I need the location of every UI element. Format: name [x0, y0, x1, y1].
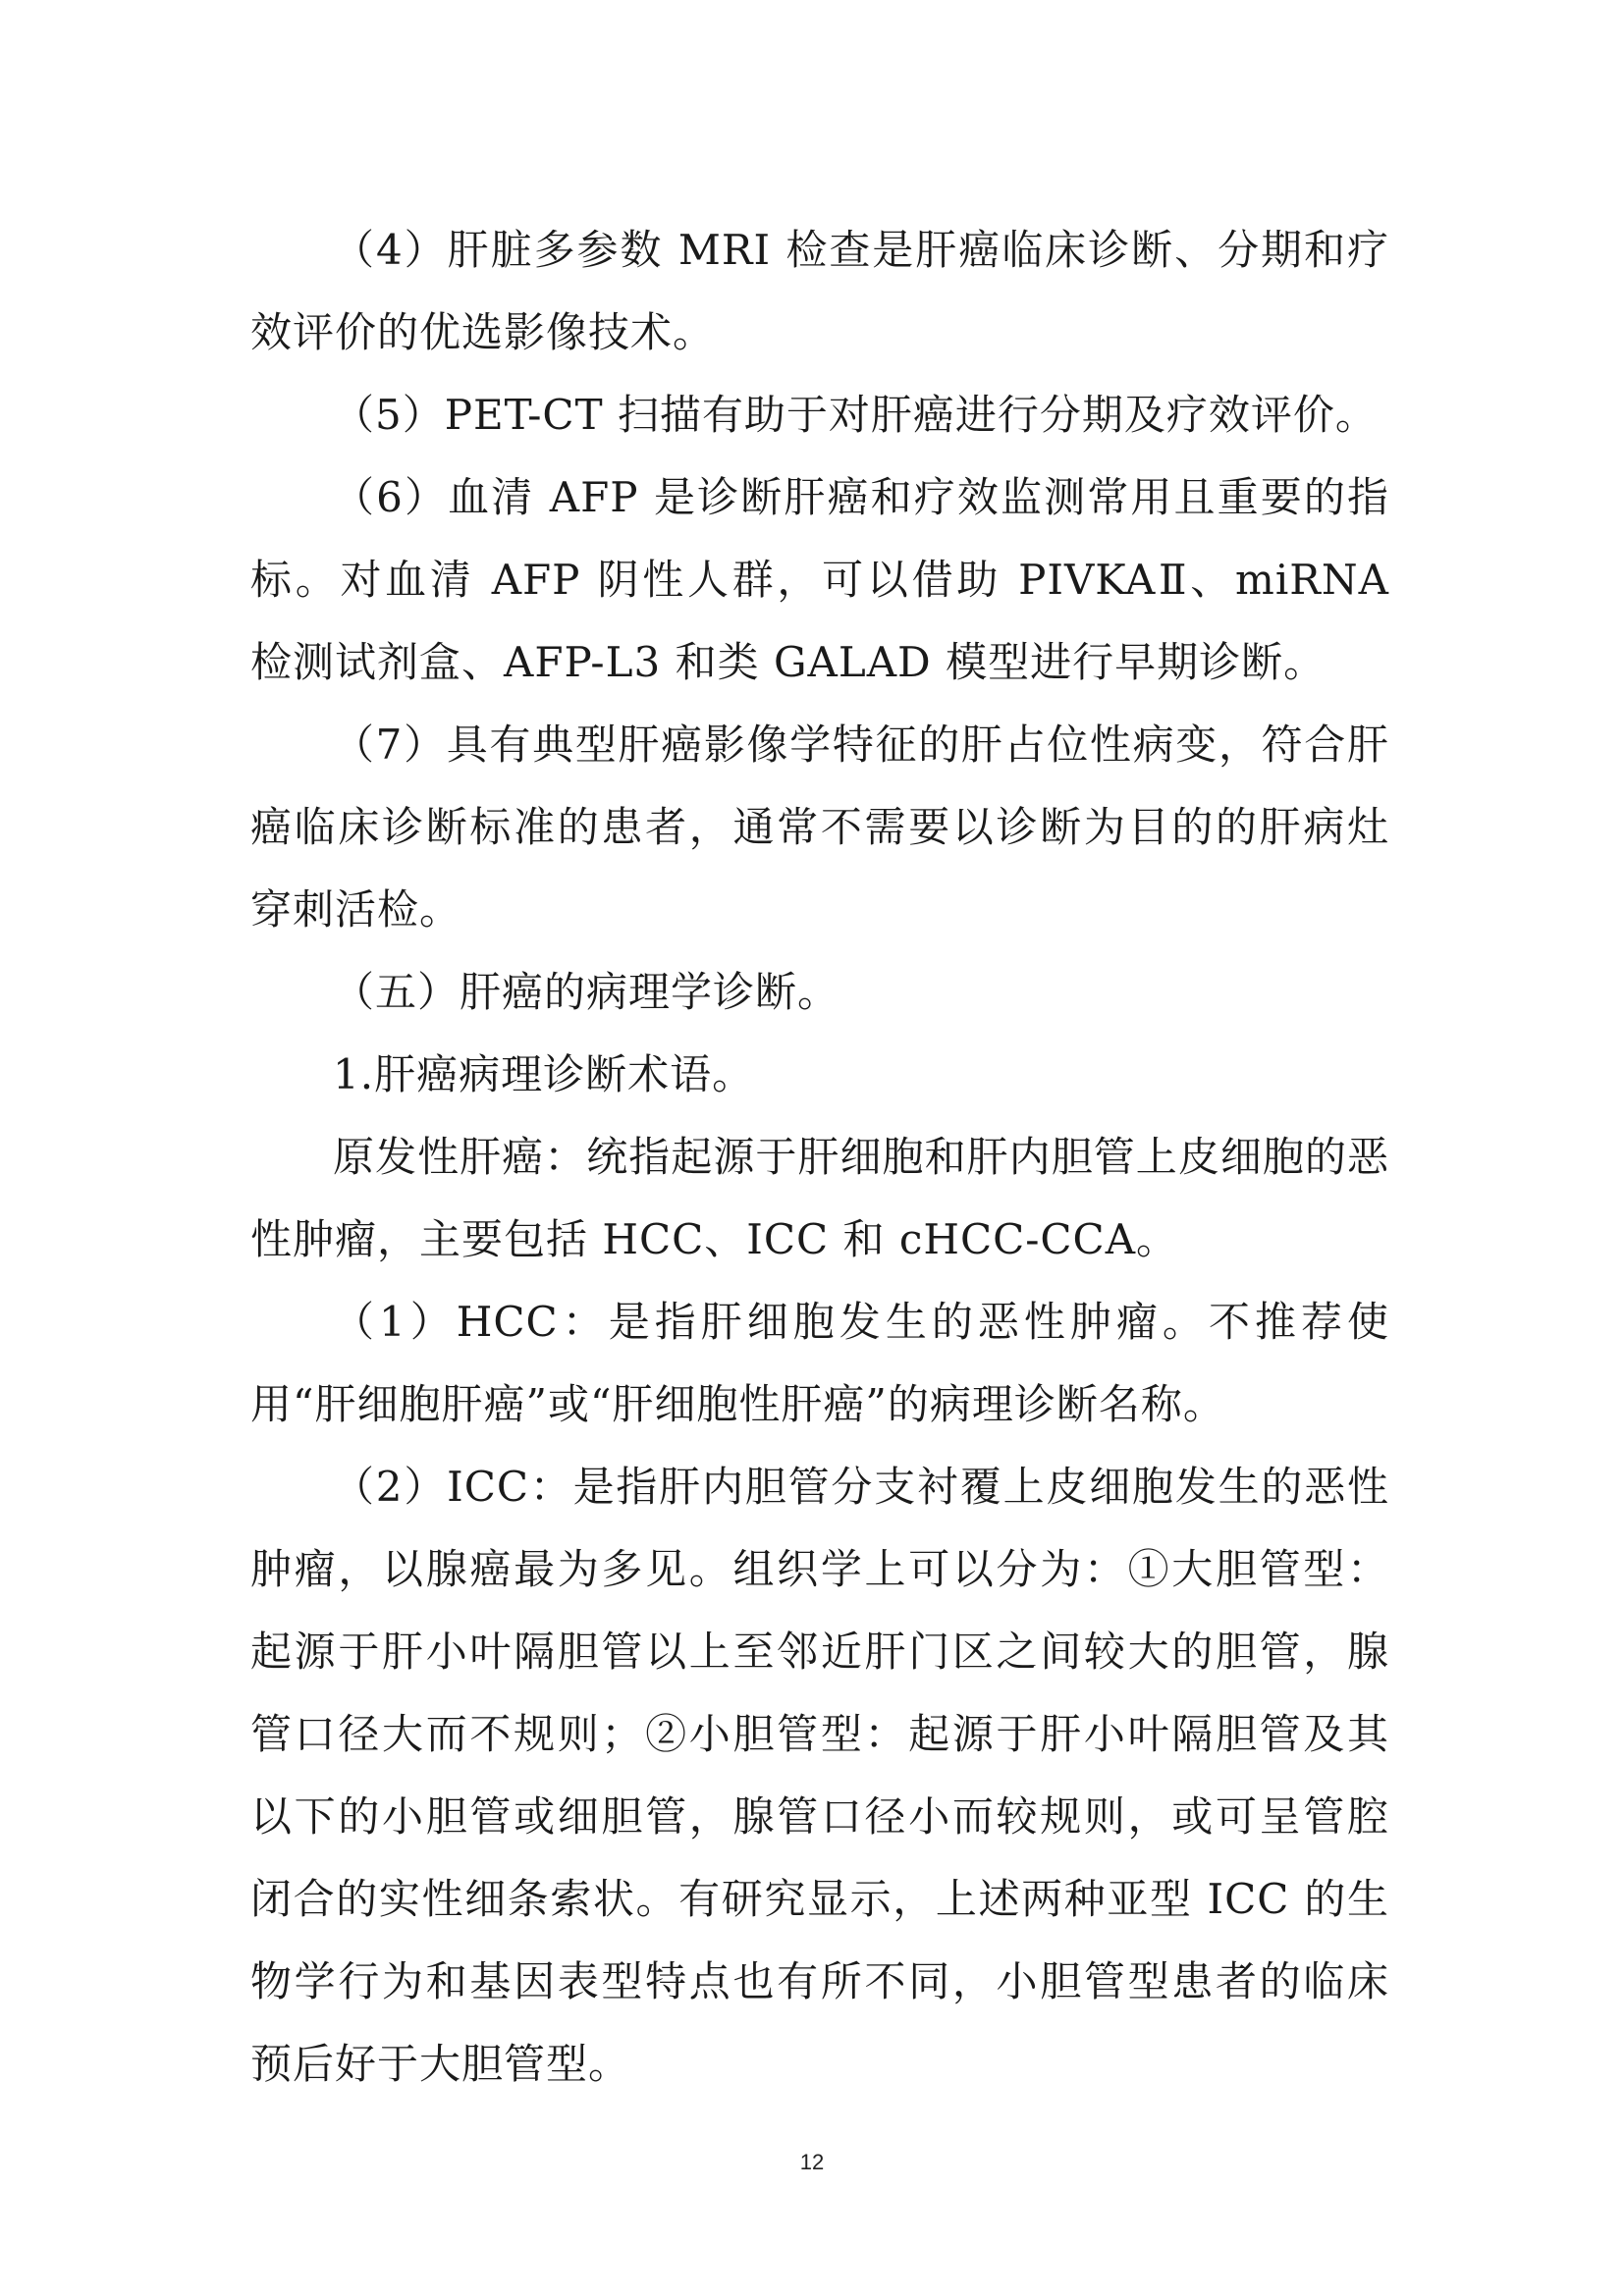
paragraph-mri: （4）肝脏多参数 MRI 检查是肝癌临床诊断、分期和疗效评价的优选影像技术。	[250, 226, 1389, 356]
paragraph-afp: （6）血清 AFP 是诊断肝癌和疗效监测常用且重要的指标。对血清 AFP 阴性人群，可以借助 PIVKAⅡ、miRNA 检测试剂盒、AFP-L3 和类 GALAD 模型进行早期诊断。	[250, 473, 1389, 686]
paragraph-terminology-title: 1.肝癌病理诊断术语。	[333, 1050, 755, 1098]
paragraph-icc: （2）ICC：是指肝内胆管分支衬覆上皮细胞发生的恶性肿瘤，以腺癌最为多见。组织学上可以分为：①大胆管型：起源于肝小叶隔胆管以上至邻近肝门区之间较大的胆管，腺管口径大而不规则；②小胆管型：起源于肝小叶隔胆管及其以下的小胆管或细胆管，腺管口径小而较规则，或可呈管腔闭合的实性细条索状。有研究显示，上述两种亚型 ICC 的生物学行为和基因表型特点也有所不同，小胆管型患者的临床预后好于大胆管型。	[250, 1463, 1389, 2088]
section-heading-pathology: （五）肝癌的病理学诊断。	[333, 968, 840, 1016]
page-number: 12	[799, 2150, 825, 2174]
body-text	[250, 209, 1389, 2106]
paragraph-pet-ct: （5）PET-CT 扫描有助于对肝癌进行分期及疗效评价。	[333, 391, 1378, 439]
paragraph-primary-liver-cancer: 原发性肝癌：统指起源于肝细胞和肝内胆管上皮细胞的恶性肿瘤，主要包括 HCC、ICC 和 cHCC-CCA。	[250, 1133, 1389, 1263]
paragraph-imaging-features: （7）具有典型肝癌影像学特征的肝占位性病变，符合肝癌临床诊断标准的患者，通常不需要以诊断为目的的肝病灶穿刺活检。	[250, 721, 1389, 934]
paragraph-hcc: （1）HCC：是指肝细胞发生的恶性肿瘤。不推荐使用“肝细胞肝癌”或“肝细胞性肝癌”的病理诊断名称。	[250, 1298, 1389, 1428]
